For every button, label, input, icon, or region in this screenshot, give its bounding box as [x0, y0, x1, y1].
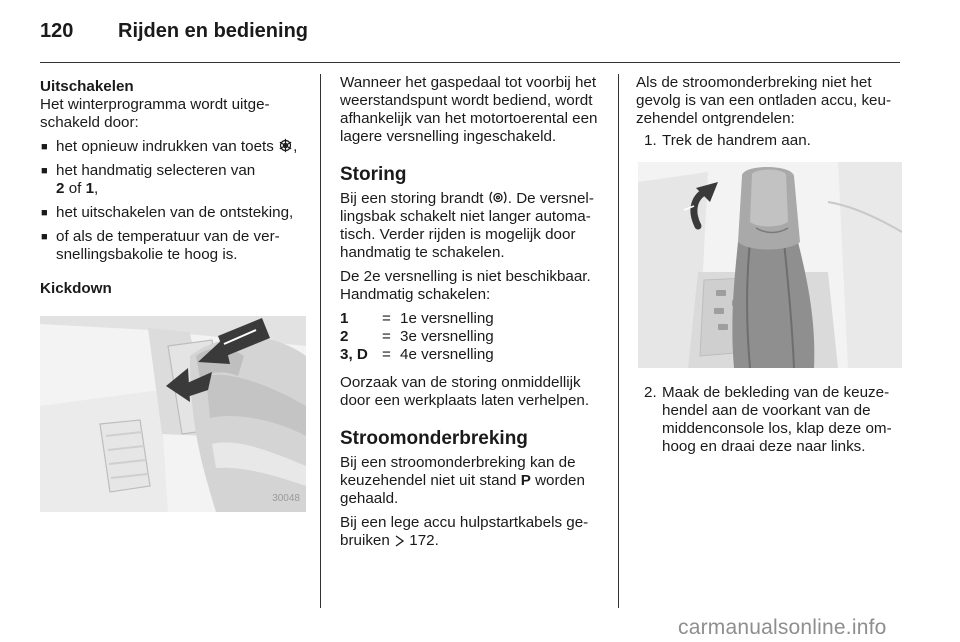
table-row: [340, 346, 494, 364]
gear-equals: =: [382, 328, 391, 345]
step-text: Trek de handrem aan.: [662, 132, 811, 149]
repair-advice: Oorzaak van de storing onmiddellijk door een werkplaats laten verhelpen.: [340, 374, 590, 409]
table-row: [340, 310, 494, 328]
gear-equals: =: [382, 310, 391, 327]
watermark: carmanualsonline.info: [678, 616, 887, 639]
storing-text: [340, 190, 608, 262]
uitschakelen-title: Uitschakelen: [40, 78, 134, 95]
table-row: [340, 328, 494, 346]
bullet-text: het uitschakelen van de ontsteking,: [56, 204, 294, 221]
column-divider-2: [618, 74, 619, 608]
uitschakelen-intro: Het winterprogramma wordt uitgeschakeld door:: [40, 96, 270, 131]
gear-label: P: [520, 472, 531, 489]
winter-snowflake-icon: [278, 138, 293, 153]
list-item: [636, 384, 904, 456]
step-number: 2.: [644, 384, 657, 401]
gear-value: 1e versnelling: [400, 310, 494, 327]
kickdown-title: Kickdown: [40, 280, 112, 297]
gear-lever-illustration: [638, 162, 902, 368]
page-reference: 172.: [409, 532, 439, 549]
storing-text-part: . De versnellingsbak schakelt niet langer automatisch. Verder rijden is mogelijk door handmatig te schakelen.: [340, 190, 594, 261]
step-number: 1.: [644, 132, 657, 149]
gear-label: 2: [56, 180, 65, 197]
list-item: [40, 138, 308, 156]
release-intro: Als de stroomonderbreking niet het gevolg is van een ontladen accu, keuzehendel ontgrendelen:: [636, 74, 891, 127]
step-text: Maak de bekleding van de keuzehendel aan de voorkant van de middenconsole los, klap deze omhoog en draai deze naar links.: [662, 384, 892, 455]
gear-table: [340, 310, 494, 364]
kickdown-illustration: [40, 316, 306, 512]
column-1: [40, 74, 308, 512]
gear-equals: =: [382, 346, 391, 363]
numbered-steps-continued: [636, 384, 904, 456]
stroomonderbreking-text: [340, 454, 608, 508]
gear-value: 4e versnelling: [400, 346, 494, 363]
figure-code: 30048: [272, 493, 300, 504]
page-reference-icon: [394, 535, 405, 547]
kickdown-pedal-drawing: [40, 316, 306, 512]
list-item: [40, 162, 308, 198]
storing-title: Storing: [340, 164, 407, 185]
stroomonderbreking-title: Stroomonderbreking: [340, 428, 528, 449]
kickdown-text: Wanneer het gaspedaal tot voorbij het weerstandspunt wordt bediend, wordt afhankelijk van het motortoerental een lagere versnelling ingeschakeld.: [340, 74, 598, 145]
bullet-text: het handmatig selecteren van: [56, 162, 256, 179]
numbered-steps: [636, 132, 904, 150]
bullet-text: of: [68, 180, 82, 197]
bullet-text: het opnieuw indrukken van toets: [56, 138, 274, 155]
column-3: [636, 74, 904, 456]
gear-value: 3e versnelling: [400, 328, 494, 345]
list-item: [636, 132, 904, 150]
list-item: [40, 228, 308, 264]
bullet-punct: ,: [293, 138, 298, 155]
jump-start-text-part: Bij een lege accu hulpstartkabels gebruiken: [340, 514, 589, 549]
chapter-title: Rijden en bediening: [118, 20, 309, 42]
page-number: 120: [40, 20, 74, 42]
stroom-text-part: Bij een stroomonderbreking kan de keuzehendel niet uit stand: [340, 454, 576, 489]
page-header: [40, 20, 900, 50]
column-2: [340, 74, 608, 550]
gear-key: 3, D: [340, 346, 368, 363]
bullet-text: of als de temperatuur van de versnellingsbakolie te hoog is.: [56, 228, 280, 263]
gear-key: 1: [340, 310, 349, 327]
gear-key: 2: [340, 328, 349, 345]
column-divider-1: [320, 74, 321, 608]
jump-start-text: [340, 514, 608, 550]
bullet-punct: ,: [94, 180, 99, 197]
header-rule: [40, 62, 900, 63]
storing-text-part: Bij een storing brandt: [340, 190, 484, 207]
list-item: [40, 204, 308, 222]
bullet-list: [40, 138, 308, 264]
manual-shift-intro: De 2e versnelling is niet beschikbaar. Handmatig schakelen:: [340, 268, 591, 303]
gear-label: 1: [85, 180, 95, 197]
stroom-text-part: worden gehaald.: [340, 472, 585, 507]
transmission-warning-icon: [488, 190, 508, 205]
gear-lever-drawing: [638, 162, 902, 368]
